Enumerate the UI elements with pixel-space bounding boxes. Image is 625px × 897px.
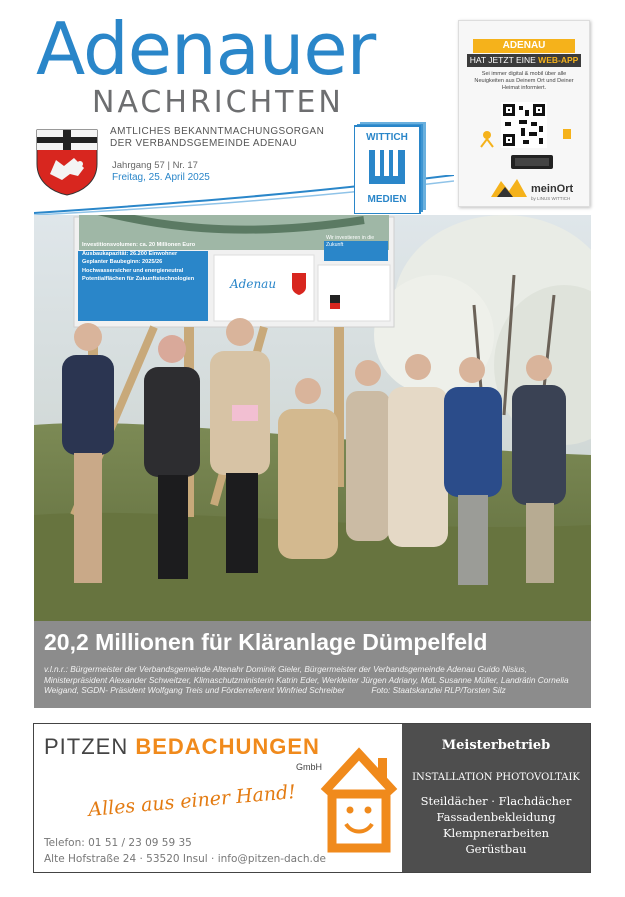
billboard-fact: Geplanter Baubeginn: 2025/26 [82, 259, 163, 266]
smiling-house-icon [318, 744, 400, 864]
promo-headline-highlight: WEB-APP [538, 55, 579, 65]
organ-line-1: AMTLICHES BEKANNTMACHUNGSORGAN [110, 126, 325, 137]
ad-right-panel [402, 724, 590, 872]
promo-text: Sei immer digital & mobil über alle Neuigkeiten aus Deinem Ort und Deiner Heimat informiert. [474, 71, 574, 91]
masthead-title: Adenauer [36, 7, 376, 91]
pitzen-advertisement[interactable] [33, 723, 591, 873]
medien-label: MEDIEN [367, 194, 407, 205]
issue-date: Freitag, 25. April 2025 [112, 172, 210, 183]
billboard-fact: Investitionsvolumen: ca. 20 Millionen Euro [82, 242, 196, 248]
organ-line-2: DER VERBANDSGEMEINDE ADENAU [110, 138, 297, 149]
company-name-part2: BEDACHUNGEN [135, 734, 320, 759]
service-item: Gerüstbau [465, 842, 527, 856]
photo-credit: Foto: Staatskanzlei RLP/Torsten Silz [371, 685, 506, 695]
promo-brand: ADENAU [473, 39, 575, 53]
phone-number[interactable]: Telefon: 01 51 / 23 09 59 35 [44, 837, 192, 849]
company-name-part1: PITZEN [44, 734, 136, 759]
meinort-logo-icon [491, 177, 527, 199]
issue-number: Jahrgang 57 | Nr. 17 [112, 160, 198, 171]
meinort-by-label: by LINUS WITTICH [531, 196, 571, 201]
meinort-label: meinOrt [531, 183, 574, 195]
caption-text: v.l.n.r.: Bürgermeister der Verbandsgemeinde Altenahr Dominik Gieler, Bürgermeister der Verbandsgemeinde Adenau Guido Nisius, Ministerpräsident Alexander Schweitzer, Klimaschutzministerin Katrin Eder, Werkleiter Jürgen Adriany, MdL Susanne Müller, Landrätin Cornelia Weigand, SGDN- Präsident Wolfgang Treis und Förderreferent Winfried Schreiber [44, 664, 569, 695]
ad-slogan: Alles aus einer Hand! [87, 780, 297, 822]
meisterbetrieb-badge: Meisterbetrieb [441, 738, 551, 753]
promo-headline [467, 54, 581, 67]
wittich-medien-logo [354, 122, 426, 214]
address-line[interactable]: Alte Hofstraße 24 · 53520 Insul · info@pitzen-dach.de [44, 853, 326, 865]
ad-left-panel [34, 724, 402, 872]
billboard-fact: Hochwassersicher und energieneutral [82, 267, 184, 274]
company-name [44, 734, 320, 760]
devices-icon [473, 125, 575, 175]
web-app-promo-card[interactable] [458, 20, 590, 207]
masthead-subtitle: NACHRICHTEN [92, 85, 344, 120]
wittich-label: WITTICH [366, 132, 408, 143]
photo-caption [44, 664, 584, 696]
billboard-facts [82, 241, 206, 284]
official-organ-text [110, 126, 324, 150]
billboard-fact: Ausbaukapazität: 26.200 Einwohner [82, 250, 178, 257]
company-suffix: GmbH [296, 762, 323, 772]
service-item: Fassadenbekleidung [436, 810, 556, 824]
cover-photo [34, 215, 591, 621]
billboard-fact: Potentialflächen für Zukunftstechnologien [82, 276, 195, 283]
billboard-tag: Wir investieren in die Zukunft [326, 235, 375, 248]
service-item: Klempnerarbeiten [442, 826, 550, 840]
installation-label: INSTALLATION PHOTOVOLTAIK [412, 772, 580, 783]
service-item: Steildächer · Flachdächer [420, 794, 572, 808]
promo-headline-prefix: HAT JETZT EINE [469, 55, 539, 65]
billboard-logo-text: Adenau [230, 277, 277, 291]
article-headline: 20,2 Millionen für Kläranlage Dümpelfeld [44, 629, 488, 655]
